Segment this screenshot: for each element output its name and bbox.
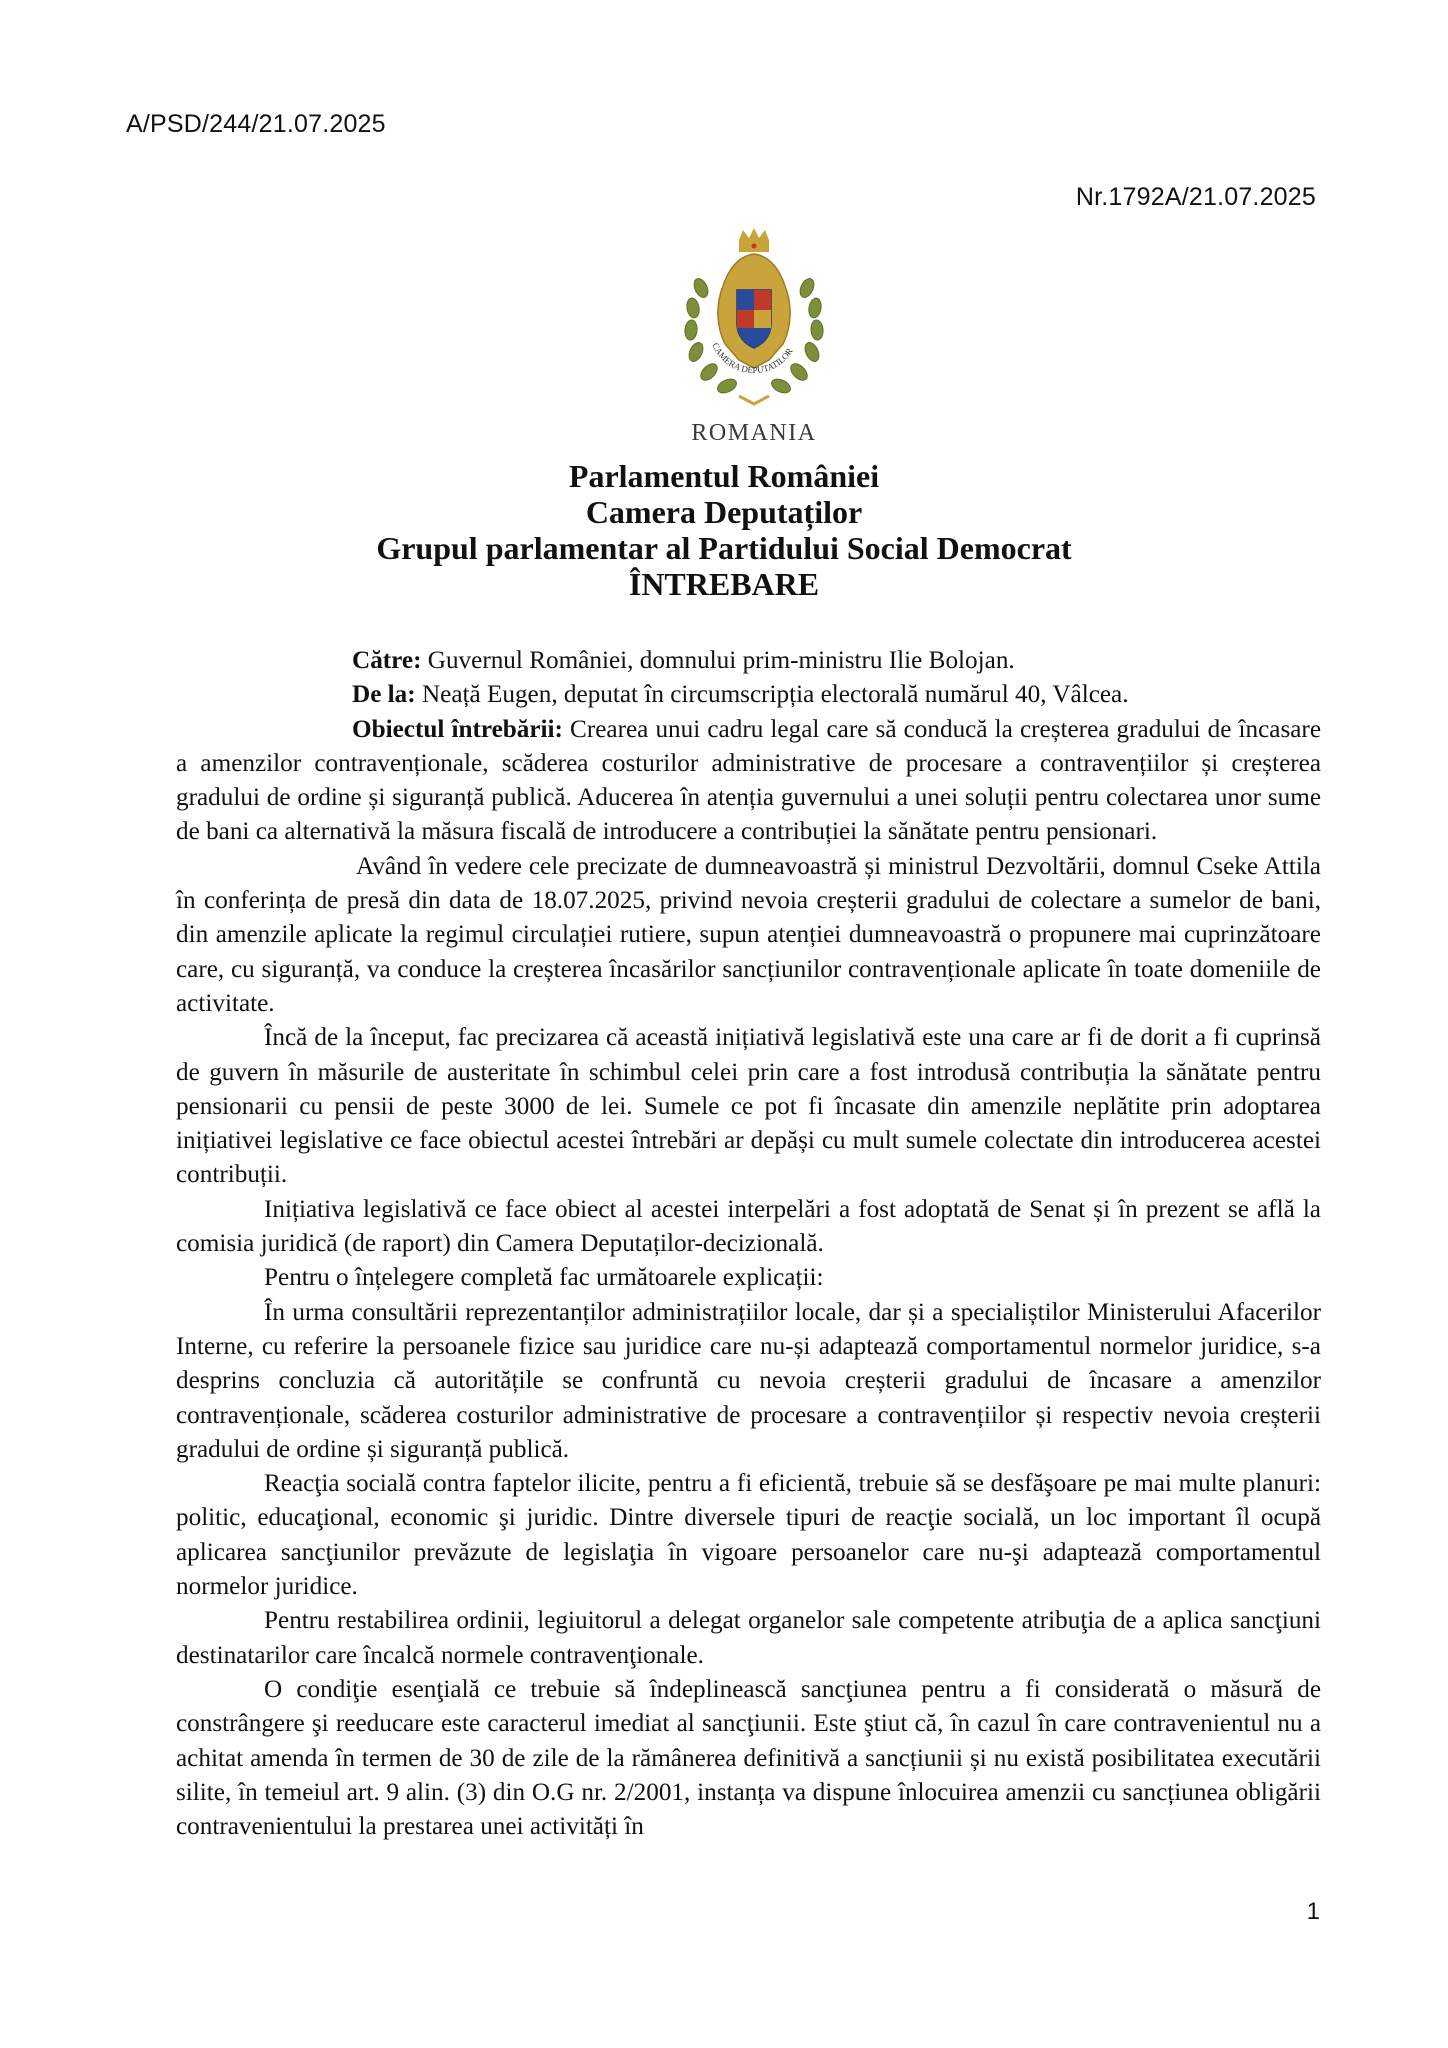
paragraph: Reacţia socială contra faptelor ilicite, pentru a fi eficientă, trebuie să se desfăşoare pe mai multe planuri: politic, educaţional, economic şi juridic. Dintre diversele tipuri de reacţie socială, un loc important îl ocupă aplicarea sancţiunilor prevăzute de legislaţia în vigoare persoanelor care nu-şi adaptează comportamentul normelor juridice. <box>176 1470 1321 1601</box>
page-number: 1 <box>1306 1898 1320 1925</box>
field-from <box>176 678 1321 712</box>
heading-chamber: Camera Deputaților <box>585 494 863 530</box>
emblem-ring-text: CAMERA DEPUTATILOR <box>710 341 795 376</box>
paragraph: Având în vedere cele precizate de dumneavoastră și ministrul Dezvoltării, domnul Cseke Attila în conferința de presă din data de 18.07.2025, privind nevoia creșterii gradului de colectare a sumelor de bani, din amenzile aplicate la regimul circulației rutiere, supun atenției dumneavoastră o propunere mai cuprinzătoare care, cu siguranță, va conduce la creșterea încasărilor sancțiunilor contravenționale aplicate în toate domeniile de activitate. <box>176 852 1321 1017</box>
field-to-label: Către: <box>352 647 422 674</box>
field-subject-value: Crearea unui cadru legal care să conducă la creșterea gradului de încasare a amenzilor contravenționale, scăderea costurilor administrative de procesare a contravențiilor și creșterea gradului de ordine și siguranță publică. Aducerea în atenția guvernului a unei soluții pentru colectarea unor sume de bani ca alternativă la măsura fiscală de introducere a contribuției la sănătate pentru pensionari. <box>176 715 1321 846</box>
paragraph: Inițiativa legislativă ce face obiect al acestei interpelări a fost adoptată de Senat și în prezent se află la comisia juridică (de raport) din Camera Deputaților-decizională. <box>176 1195 1321 1258</box>
paragraph: În urma consultării reprezentanților administrațiilor locale, dar și a specialiștilor Ministerului Afacerilor Interne, cu referire la persoanele fizice sau juridice care nu-și adaptează comportamentul normelor juridice, s-a desprins concluzia că autoritățile se confruntă cu nevoia creșterii gradului de încasare a amenzilor contravenționale, scăderea costurilor administrative de procesare a contravențiilor și respectiv nevoia creșterii gradului de ordine și siguranță publică. <box>176 1298 1321 1463</box>
paragraph: O condiţie esenţială ce trebuie să îndeplinească sancţiunea pentru a fi considerată o măsură de constrângere şi reeducare este caracterul imediat al sancţiunii. Este ştiut că, în cazul în care contravenientul nu a achitat amenda în termen de 30 de zile de la rămânerea definitivă a sancțiunii și nu există posibilitatea executării silite, în temeiul art. 9 alin. (3) din O.G nr. 2/2001, instanța va dispune înlocuirea amenzii cu sancțiunea obligării contravenientului la prestarea unei activități în <box>176 1675 1321 1841</box>
field-subject <box>176 713 1321 850</box>
field-to <box>176 644 1321 678</box>
coat-of-arms-shield <box>737 290 771 348</box>
field-to-value: Guvernul României, domnului prim-ministru Ilie Bolojan. <box>421 647 1015 674</box>
paragraph: Încă de la început, fac precizarea că această inițiativă legislativă este una care ar fi de dorit a fi cuprinsă de guvern în măsurile de austeritate în schimbul celei prin care a fost introdusă contribuția la sănătate pentru pensionarii cu pensii de peste 3000 de lei. Sumele ce pot fi încasate din amenzile neplătite prin adoptarea inițiativei legislative ce face obiectul acestei întrebări ar depăși cu mult sumele colectate din introducerea acestei contribuții. <box>176 1024 1321 1189</box>
field-from-value: Neață Eugen, deputat în circumscripția electorală numărul 40, Vâlcea. <box>415 681 1129 709</box>
registration-number: Nr.1792A/21.07.2025 <box>1075 183 1316 211</box>
document-reference-left: A/PSD/244/21.07.2025 <box>126 110 386 138</box>
document-body <box>176 644 1321 1844</box>
crown-icon <box>739 228 769 252</box>
heading-parliament: Parlamentul României <box>568 458 880 494</box>
document-headings <box>0 458 1448 602</box>
heading-group: Grupul parlamentar al Partidului Social Democrat <box>376 530 1072 566</box>
field-from-label: De la: <box>352 681 416 709</box>
chamber-of-deputies-emblem <box>669 228 839 448</box>
paragraph: Pentru restabilirea ordinii, legiuitorul a delegat organelor sale competente atribuţia de a aplica sancţiuni destinatarilor care încalcă normele contravenţionale. <box>176 1607 1321 1669</box>
emblem-caption: ROMANIA <box>691 420 817 446</box>
paragraph: Pentru o înțelegere completă fac următoarele explicații: <box>264 1264 824 1292</box>
heading-question: ÎNTREBARE <box>628 566 820 602</box>
field-subject-label: Obiectul întrebării: <box>352 715 563 743</box>
